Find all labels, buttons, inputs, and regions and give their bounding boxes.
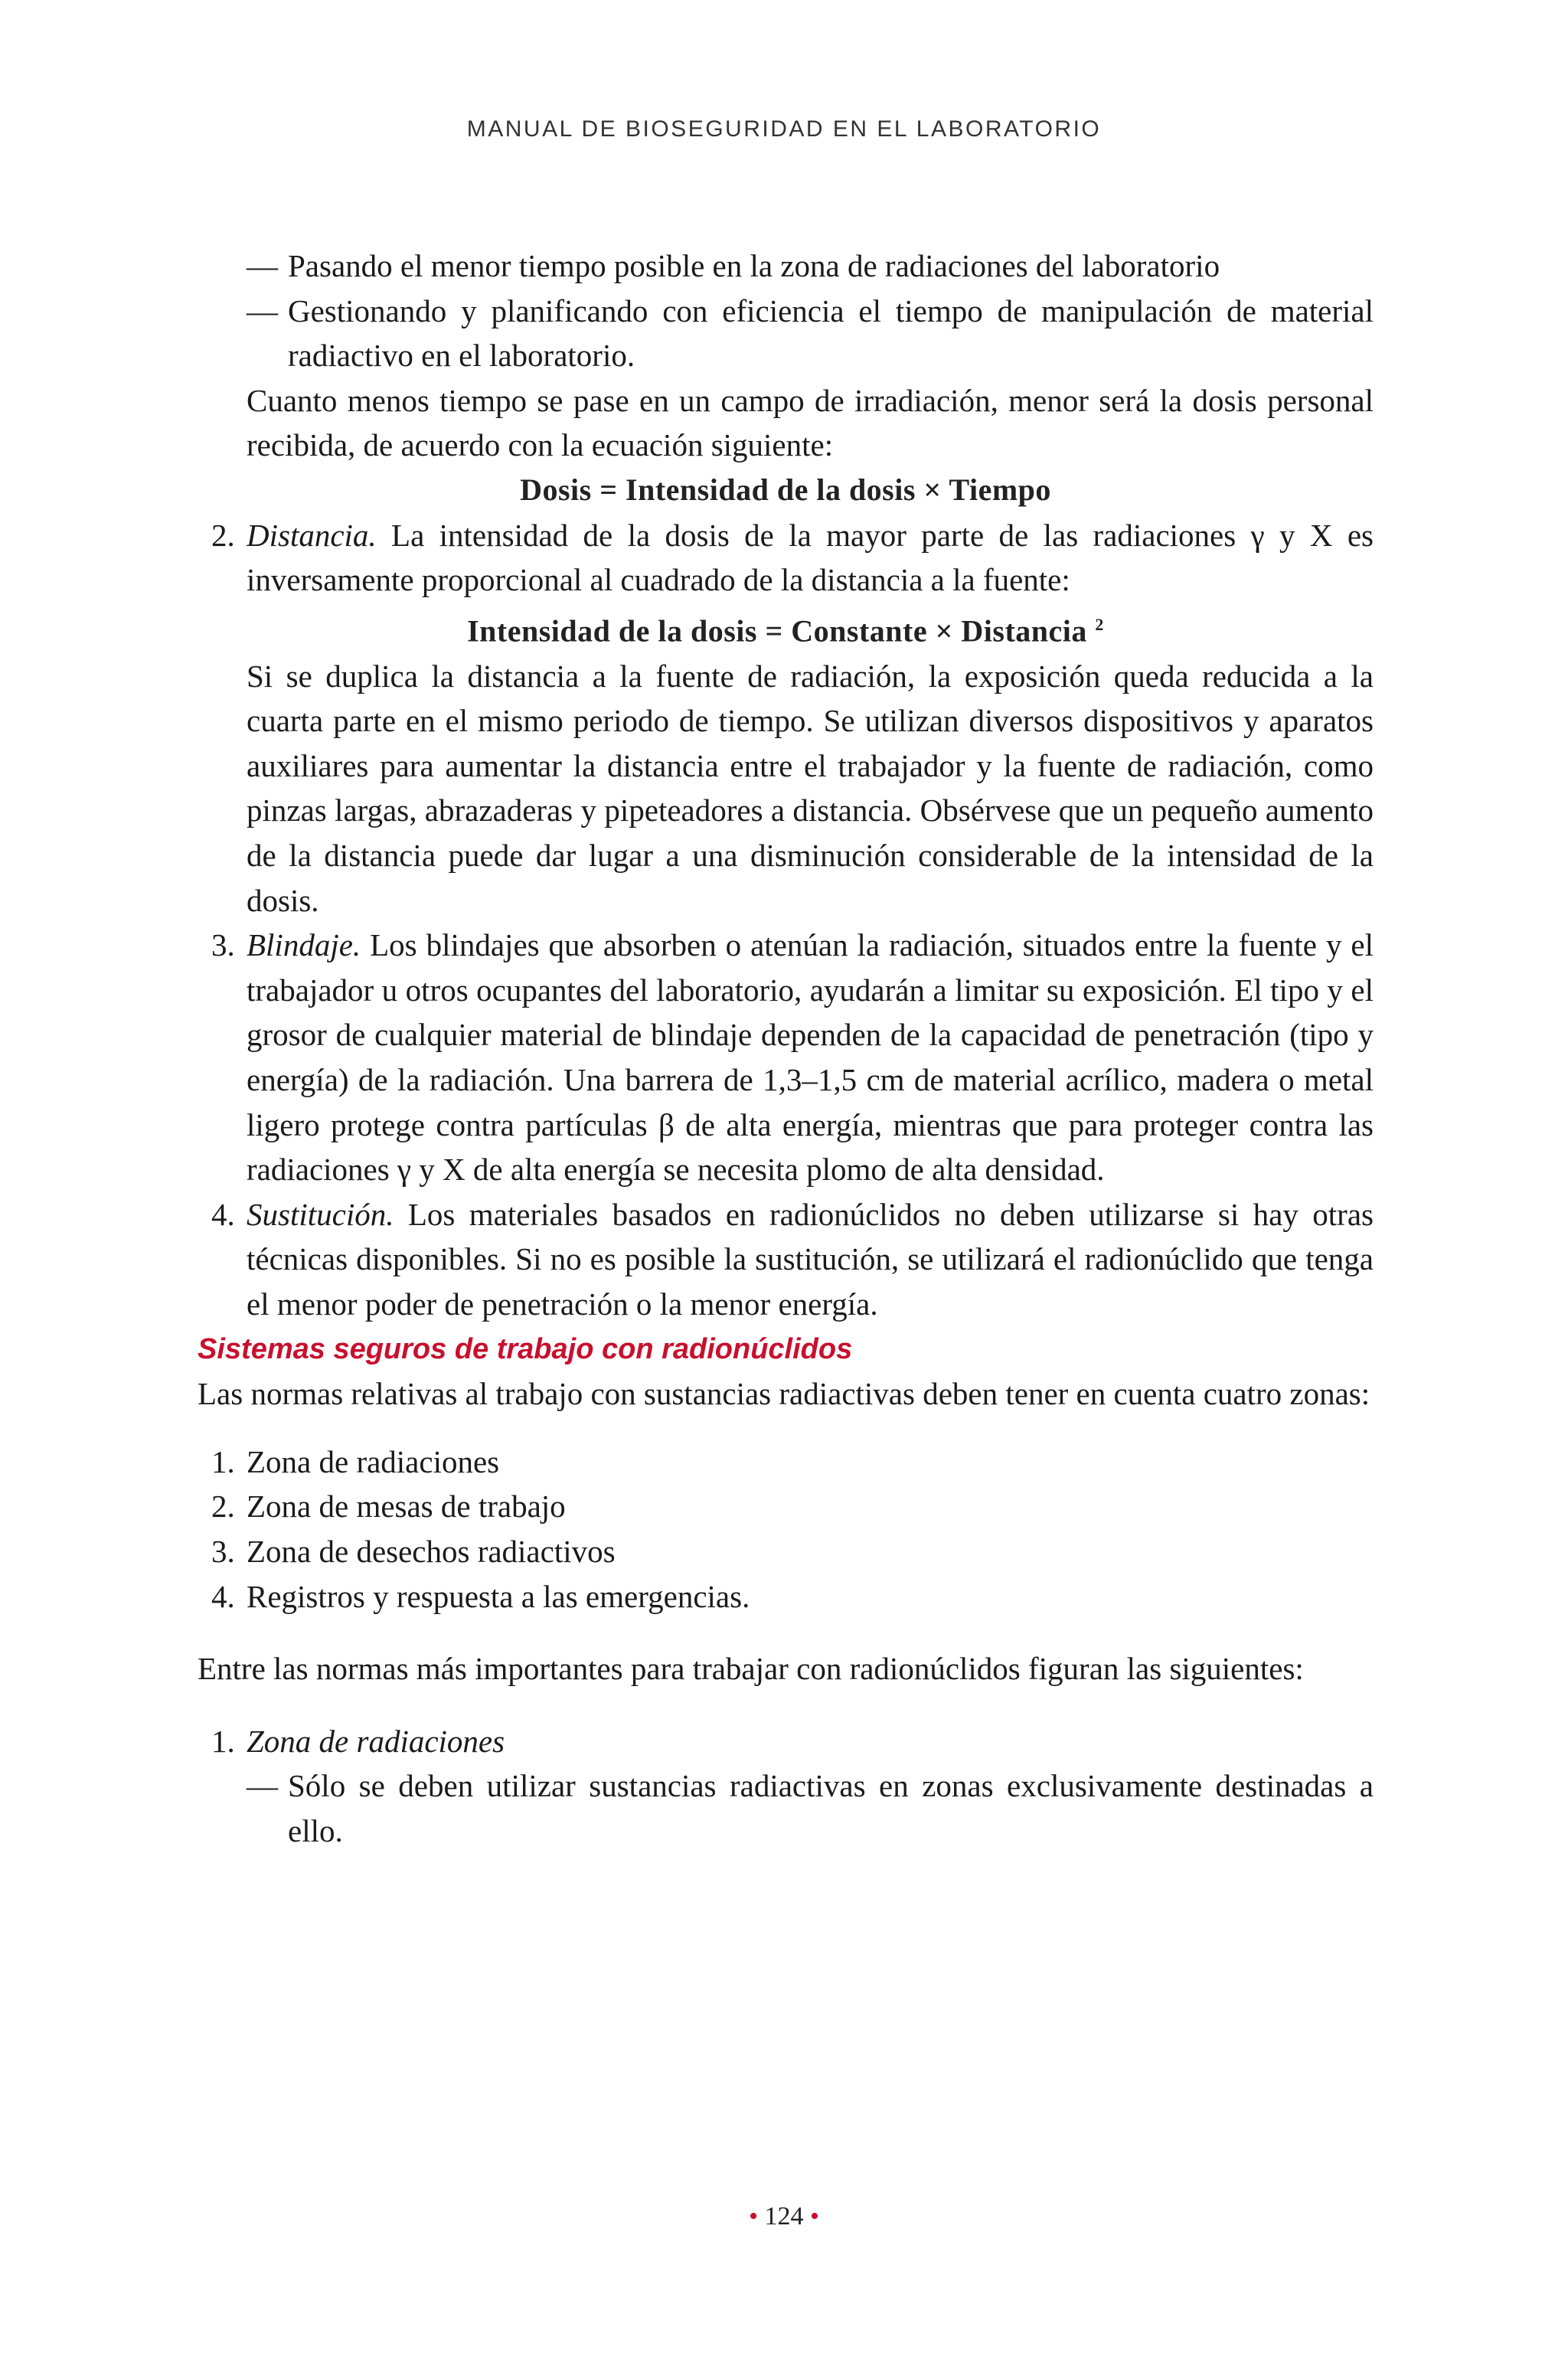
item-number: 4. [211, 1578, 235, 1614]
page-number-value: 124 [764, 2202, 804, 2230]
paragraph-distance: Si se duplica la distancia a la fuente de radiación, la exposición queda reducida a la cuarta parte en el mismo periodo de tiempo. Se utilizan diversos dispositivos y aparatos auxiliares para aumentar la distancia entre el trabajador y la fuente de radiación, como pinzas largas, abrazaderas y pipeteadores a distancia. Obsérvese que un pequeño aumento de la distancia puede dar lugar a una disminución considerable de la intensidad de la dosis. [247, 658, 1374, 918]
section-intro: Las normas relativas al trabajo con sustancias radiactivas deben tener en cuenta cuatro zonas: [198, 1376, 1370, 1412]
item-text: Zona de radiaciones [247, 1443, 500, 1479]
list-item [198, 243, 1374, 289]
bullet-dot: • [749, 2202, 758, 2230]
paragraph-time: Cuanto menos tiempo se pase en un campo de irradiación, menor será la dosis personal recibida, de acuerdo con la ecuación siguiente: [247, 382, 1374, 463]
rules-intro: Entre las normas más importantes para trabajar con radionúclidos figuran las siguientes: [198, 1651, 1304, 1687]
item-number: 3. [211, 927, 235, 963]
rule-zone-heading [198, 1719, 1374, 1764]
formula-exponent: 2 [1095, 614, 1104, 634]
formula-text: Intensidad de la dosis = Constante × Distancia [467, 613, 1087, 649]
numbered-item-shielding [198, 923, 1374, 1192]
zone-list-item [198, 1440, 1374, 1485]
item-number: 2. [211, 517, 235, 553]
numbered-item-distance [198, 513, 1374, 603]
running-header: MANUAL DE BIOSEGURIDAD EN EL LABORATORIO [466, 116, 1102, 142]
item-number: 3. [211, 1533, 235, 1569]
item-term: Zona de radiaciones [247, 1723, 505, 1759]
numbered-item-substitution [198, 1192, 1374, 1327]
list-item-text: Pasando el menor tiempo posible en la zona de radiaciones del laboratorio [288, 248, 1220, 283]
bullet-dot: • [810, 2202, 819, 2230]
section-title: Sistemas seguros de trabajo con radionúclidos [198, 1332, 853, 1365]
item-term: Distancia. [247, 517, 377, 553]
list-item-text: Sólo se deben utilizar sustancias radiactivas en zonas exclusivamente destinadas a ello. [288, 1768, 1374, 1848]
dash-marker: — [247, 292, 278, 328]
zone-list-item [198, 1574, 1374, 1619]
spacer [198, 1619, 1374, 1646]
spacer [198, 1417, 1374, 1440]
item-number: 1. [211, 1723, 235, 1759]
item-text: Registros y respuesta a las emergencias. [247, 1578, 750, 1614]
zone-list-item [198, 1529, 1374, 1574]
item-text: Zona de mesas de trabajo [247, 1489, 566, 1525]
formula-dose-time: Dosis = Intensidad de la dosis × Tiempo [520, 472, 1051, 507]
rule-zone-item [198, 1763, 1374, 1853]
item-term: Sustitución. [247, 1196, 394, 1232]
item-term: Blindaje. [247, 927, 361, 963]
item-number: 2. [211, 1489, 235, 1525]
item-text: Zona de desechos radiactivos [247, 1533, 616, 1569]
zone-list-item [198, 1484, 1374, 1529]
item-number: 4. [211, 1196, 235, 1232]
body-text [198, 243, 1374, 1854]
list-item-text: Gestionando y planificando con eficiencia el tiempo de manipulación de material radiactivo en el laboratorio. [288, 292, 1374, 374]
item-number: 1. [211, 1443, 235, 1479]
spacer [198, 1691, 1374, 1719]
dash-marker: — [247, 248, 278, 283]
dash-marker: — [247, 1768, 278, 1804]
item-text: Los blindajes que absorben o atenúan la radiación, situados entre la fuente y el trabajador u otros ocupantes del laboratorio, ayudarán a limitar su exposición. El tipo y el grosor de cualquier material de blindaje dependen de la capacidad de penetración (tipo y energía) de la radiación. Una barrera de 1,3–1,5 cm de material acrílico, madera o metal ligero protege contra partículas β de alta energía, mientras que para proteger contra las radiaciones γ y X de alta energía se necesita plomo de alta densidad. [247, 927, 1374, 1188]
item-text: La intensidad de la dosis de la mayor parte de las radiaciones γ y X es inversamente proporcional al cuadrado de la distancia a la fuente: [247, 517, 1374, 598]
item-text: Los materiales basados en radionúclidos no deben utilizarse si hay otras técnicas disponibles. Si no es posible la sustitución, se utilizará el radionúclido que tenga el menor poder de penetración o la menor energía. [247, 1196, 1374, 1322]
formula-dose-distance [198, 603, 1374, 654]
list-item [198, 289, 1374, 378]
page-number [0, 2202, 1568, 2231]
